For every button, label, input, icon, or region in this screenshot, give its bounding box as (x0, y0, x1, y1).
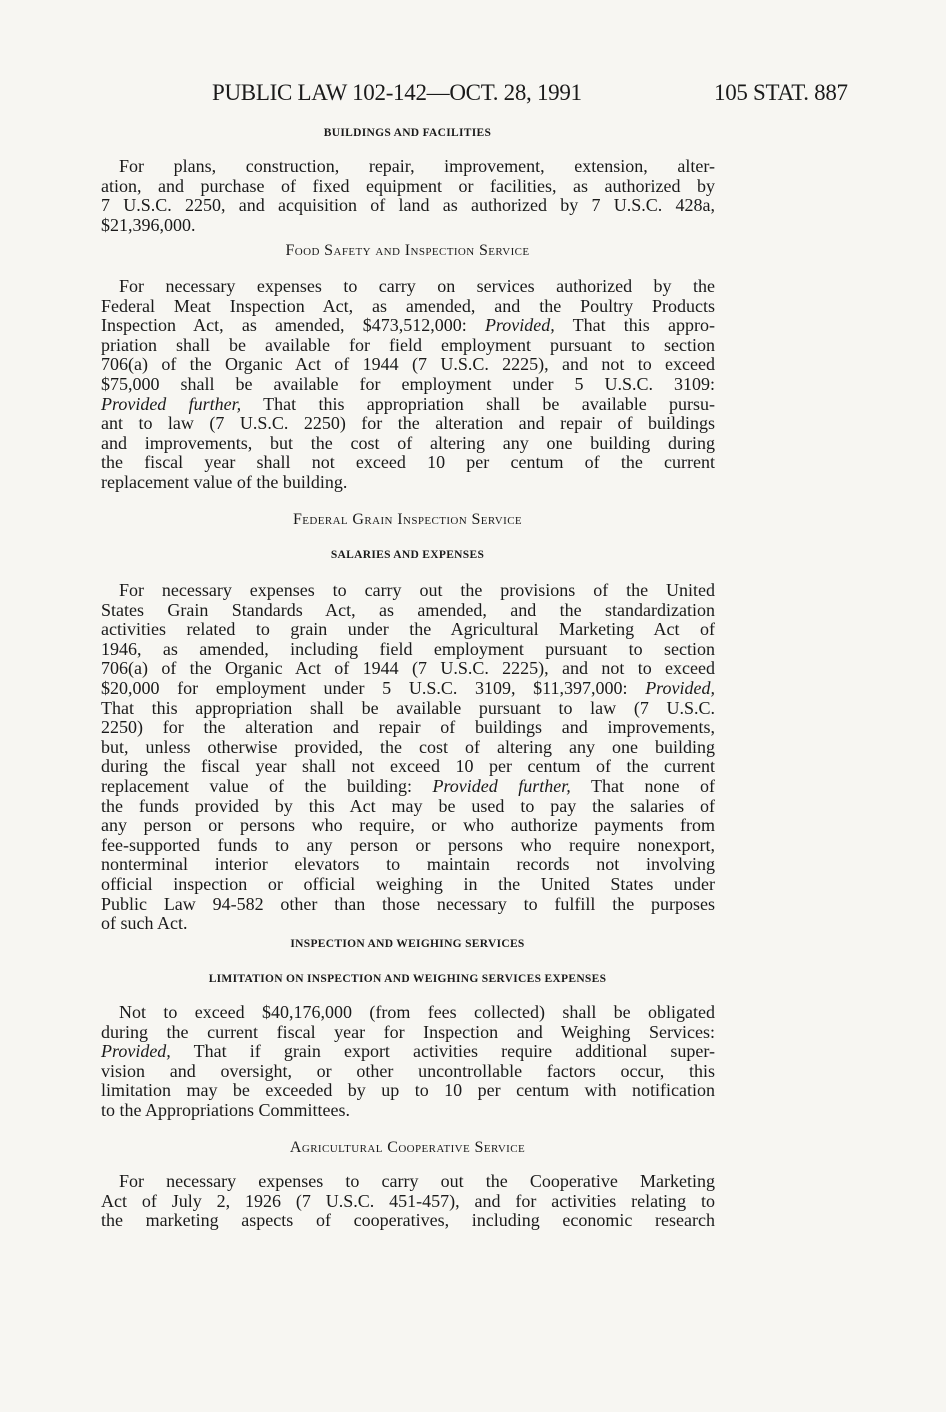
text-segment: States Grain Standards Act, as amended, and the standardization (101, 599, 715, 620)
text-segment: That this appropriation shall be available pursuant to law (7 U.S.C. (101, 697, 715, 718)
text-line (101, 718, 715, 738)
text-segment: during the current fiscal year for Inspection and Weighing Services: (101, 1021, 715, 1042)
text-segment: Public Law 94-582 other than those necessary to fulfill the purposes (101, 893, 715, 914)
paragraph-limitation (101, 1003, 715, 1121)
text-line (101, 659, 715, 679)
italic-text: Provided further, (101, 393, 242, 414)
text-line (101, 216, 715, 236)
text-segment: For necessary expenses to carry on services authorized by the (119, 276, 715, 296)
text-line (101, 473, 715, 493)
text-line (101, 375, 715, 395)
text-segment: Federal Meat Inspection Act, as amended, and the Poultry Products (101, 295, 715, 316)
text-line (101, 414, 715, 434)
text-line (101, 581, 715, 601)
text-segment: to the Appropriations Committees. (101, 1099, 350, 1120)
text-line (101, 679, 715, 699)
text-line (101, 620, 715, 640)
text-segment: of such Act. (101, 913, 188, 934)
heading-federal-grain: Federal Grain Inspection Service (292, 511, 523, 528)
italic-text: Provided, (484, 315, 555, 336)
text-segment: during the fiscal year shall not exceed 10 per centum of the current (101, 756, 715, 777)
text-segment: official inspection or official weighing in the United States under (101, 873, 715, 894)
heading-food-safety: Food Safety and Inspection Service (285, 242, 530, 259)
text-line (101, 177, 715, 197)
text-line (101, 277, 715, 297)
italic-text: Provided, (101, 1041, 171, 1062)
text-segment: nonterminal interior elevators to maintain records not involving (101, 854, 715, 875)
text-line (101, 1172, 715, 1192)
text-line (101, 738, 715, 758)
text-line (101, 699, 715, 719)
text-line (101, 1042, 715, 1062)
text-segment: 706(a) of the Organic Act of 1944 (7 U.S.C. 2225), and not to exceed (101, 658, 715, 679)
paragraph-agricultural-cooperative (101, 1172, 715, 1231)
text-line (101, 601, 715, 621)
paragraph-federal-grain (101, 581, 715, 934)
text-segment: replacement value of the building: (101, 775, 433, 796)
text-segment: the funds provided by this Act may be used to pay the salaries of (101, 795, 715, 816)
text-line (101, 1003, 715, 1023)
text-segment: Inspection Act, as amended, $473,512,000: (101, 315, 485, 336)
text-line (101, 777, 715, 797)
text-line (101, 297, 715, 317)
text-line (101, 914, 715, 934)
text-segment: $21,396,000. (101, 214, 196, 235)
text-segment: the marketing aspects of cooperatives, including economic research (101, 1210, 715, 1231)
paragraph-buildings (101, 157, 715, 235)
page-number: 105 STAT. 887 (714, 80, 848, 105)
text-line (101, 453, 715, 473)
text-segment: fee-supported funds to any person or persons who require nonexport, (101, 834, 715, 855)
text-line (101, 336, 715, 356)
text-segment: priation shall be available for field employment pursuant to section (101, 334, 715, 355)
text-segment: That none of (570, 775, 715, 796)
text-line (101, 1081, 715, 1101)
text-segment: For plans, construction, repair, improvement, extension, alter- (119, 156, 715, 176)
text-line (101, 157, 715, 177)
text-segment: That this appro- (554, 315, 715, 336)
heading-inspection-weighing: INSPECTION AND WEIGHING SERVICES (290, 938, 525, 950)
text-segment: 2250) for the alteration and repair of buildings and improvements, (101, 717, 715, 738)
heading-limitation: LIMITATION ON INSPECTION AND WEIGHING SERVICES EXPENSES (208, 973, 607, 985)
text-line (101, 395, 715, 415)
heading-agricultural-cooperative: Agricultural Cooperative Service (289, 1139, 526, 1156)
text-segment: ant to law (7 U.S.C. 2250) for the alteration and repair of buildings (101, 413, 715, 434)
heading-buildings-and-facilities: BUILDINGS AND FACILITIES (323, 127, 492, 139)
text-segment: vision and oversight, or other uncontrollable factors occur, this (101, 1060, 715, 1081)
text-segment: the fiscal year shall not exceed 10 per centum of the current (101, 452, 715, 473)
text-line (101, 855, 715, 875)
text-segment: For necessary expenses to carry out the provisions of the United (119, 580, 715, 600)
text-line (101, 797, 715, 817)
text-segment: any person or persons who require, or who authorize payments from (101, 815, 715, 836)
text-segment: replacement value of the building. (101, 471, 348, 492)
text-segment: That if grain export activities require additional super- (170, 1041, 715, 1062)
text-line (101, 757, 715, 777)
text-line (101, 1192, 715, 1212)
text-segment: That this appropriation shall be available pursu- (241, 393, 716, 414)
text-line (101, 434, 715, 454)
text-segment: but, unless otherwise provided, the cost of altering any one building (101, 736, 715, 757)
text-line (101, 1211, 715, 1231)
text-line (101, 895, 715, 915)
text-segment: For necessary expenses to carry out the Cooperative Marketing (119, 1171, 715, 1191)
text-line (101, 875, 715, 895)
text-segment: limitation may be exceeded by up to 10 per centum with notification (101, 1080, 715, 1101)
text-segment: and improvements, but the cost of altering any one building during (101, 432, 715, 453)
text-segment: $75,000 shall be available for employment under 5 U.S.C. 3109: (101, 373, 715, 394)
paragraph-food-safety (101, 277, 715, 493)
text-segment: $20,000 for employment under 5 U.S.C. 3109, $11,397,000: (101, 677, 646, 698)
heading-salaries-expenses: SALARIES AND EXPENSES (330, 549, 485, 561)
text-line (101, 1101, 715, 1121)
text-segment: activities related to grain under the Agricultural Marketing Act of (101, 619, 715, 640)
text-segment: Not to exceed $40,176,000 (from fees collected) shall be obligated (119, 1002, 715, 1022)
italic-text: Provided further, (432, 775, 571, 796)
text-segment: 7 U.S.C. 2250, and acquisition of land as authorized by 7 U.S.C. 428a, (101, 195, 715, 216)
text-line (101, 836, 715, 856)
text-line (101, 816, 715, 836)
text-segment: ation, and purchase of fixed equipment or facilities, as authorized by (101, 175, 715, 196)
running-header-title: PUBLIC LAW 102-142—OCT. 28, 1991 (212, 80, 582, 105)
text-line (101, 1062, 715, 1082)
text-line (101, 316, 715, 336)
text-line (101, 196, 715, 216)
text-segment: 706(a) of the Organic Act of 1944 (7 U.S.C. 2225), and not to exceed (101, 354, 715, 375)
text-line (101, 355, 715, 375)
text-line (101, 640, 715, 660)
italic-text: Provided, (645, 677, 715, 698)
text-segment: Act of July 2, 1926 (7 U.S.C. 451-457), and for activities relating to (101, 1190, 715, 1211)
text-line (101, 1023, 715, 1043)
text-segment: 1946, as amended, including field employment pursuant to section (101, 638, 715, 659)
